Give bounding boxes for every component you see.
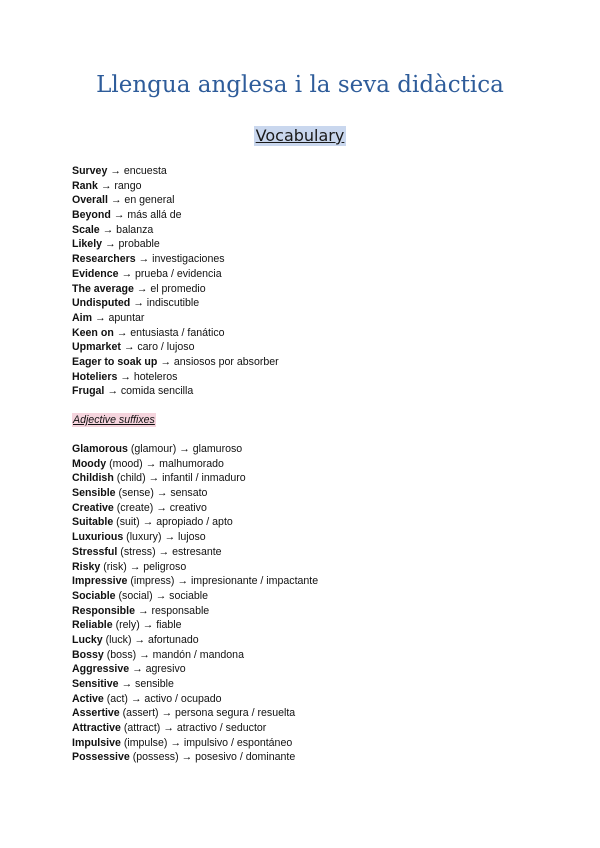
entry-root: (luck) <box>105 633 132 646</box>
vocabulary-list <box>72 164 542 399</box>
entry-translation: investigaciones <box>152 253 225 266</box>
arrow-icon: → <box>142 457 160 470</box>
vocab-entry <box>72 311 542 326</box>
vocab-entry <box>72 340 542 355</box>
entry-translation: infantil / inmaduro <box>162 472 246 485</box>
arrow-icon: → <box>152 589 170 602</box>
entry-translation: más allá de <box>127 209 182 222</box>
arrow-icon: → <box>135 253 153 266</box>
vocab-entry <box>72 164 542 179</box>
entry-term: Overall <box>72 194 108 207</box>
entry-translation: creativo <box>169 501 207 514</box>
entry-term: The average <box>72 282 134 295</box>
entry-term: Childish <box>72 472 114 485</box>
entry-term: Rank <box>72 179 98 192</box>
entry-term: Moody <box>72 457 107 470</box>
entry-translation: fiable <box>156 619 182 632</box>
arrow-icon: → <box>155 545 173 558</box>
section-title-vocabulary: Vocabulary <box>255 126 345 145</box>
vocab-entry <box>72 706 542 721</box>
entry-translation: balanza <box>116 223 154 236</box>
entry-root: (assert) <box>122 707 159 720</box>
entry-term: Impressive <box>72 575 128 588</box>
vocab-entry <box>72 370 542 385</box>
entry-term: Frugal <box>72 385 105 398</box>
arrow-icon: → <box>117 370 134 383</box>
vocab-entry <box>72 208 542 223</box>
entry-translation: apropiado / apto <box>156 516 233 529</box>
entry-root: (suit) <box>116 516 140 529</box>
entry-term: Bossy <box>72 648 104 661</box>
entry-translation: impresionante / impactante <box>190 575 319 588</box>
entry-term: Responsible <box>72 604 135 617</box>
arrow-icon: → <box>118 267 136 280</box>
vocab-entry <box>72 530 542 545</box>
entry-term: Assertive <box>72 707 120 720</box>
vocab-entry <box>72 282 542 297</box>
vocab-entry <box>72 662 542 677</box>
entry-translation: malhumorado <box>159 457 224 470</box>
entry-root: (sense) <box>118 487 154 500</box>
entry-term: Impulsive <box>72 736 121 749</box>
entry-root: (mood) <box>109 457 143 470</box>
entry-root: (risk) <box>103 560 127 573</box>
entry-root: (act) <box>106 692 128 705</box>
arrow-icon: → <box>129 663 146 676</box>
entry-translation: entusiasta / fanático <box>130 326 225 339</box>
entry-translation: lujoso <box>177 531 206 544</box>
entry-translation: peligroso <box>143 560 187 573</box>
entry-translation: ansiosos por absorber <box>173 355 279 368</box>
entry-translation: sensible <box>135 678 174 690</box>
arrow-icon: → <box>153 501 170 514</box>
arrow-icon: → <box>161 531 178 544</box>
entry-translation: estresante <box>172 545 222 558</box>
entry-root: (impulse) <box>123 736 168 749</box>
entry-translation: persona segura / resuelta <box>175 707 296 720</box>
vocab-entry <box>72 677 542 692</box>
vocab-entry <box>72 193 542 208</box>
vocab-entry <box>72 471 542 486</box>
subtitle-container <box>0 126 600 146</box>
entry-term: Attractive <box>72 722 121 735</box>
entry-term: Likely <box>72 238 103 251</box>
arrow-icon: → <box>174 575 191 588</box>
adjective-suffix-list <box>72 442 542 765</box>
entry-translation: en general <box>124 194 175 207</box>
vocab-entry <box>72 604 542 619</box>
arrow-icon: → <box>167 736 184 749</box>
arrow-icon: → <box>139 516 157 529</box>
entry-root: (create) <box>116 501 154 514</box>
vocab-entry <box>72 355 542 370</box>
entry-root: (child) <box>116 472 146 485</box>
arrow-icon: → <box>92 311 109 324</box>
entry-term: Luxurious <box>72 531 124 544</box>
vocab-entry <box>72 179 542 194</box>
vocab-entry <box>72 545 542 560</box>
entry-translation: posesivo / dominante <box>195 751 296 764</box>
entry-translation: hoteleros <box>133 370 178 383</box>
entry-translation: mandón / mandona <box>152 648 244 661</box>
arrow-icon: → <box>104 385 121 398</box>
vocab-entry <box>72 252 542 267</box>
vocab-entry <box>72 721 542 736</box>
vocab-entry <box>72 442 542 457</box>
entry-term: Possessive <box>72 751 130 764</box>
vocab-entry <box>72 560 542 575</box>
entry-translation: rango <box>114 179 142 192</box>
entry-term: Glamorous <box>72 443 128 455</box>
vocab-entry <box>72 692 542 707</box>
arrow-icon: → <box>178 751 196 764</box>
arrow-icon: → <box>127 692 145 705</box>
entry-term: Aim <box>72 311 93 324</box>
entry-term: Undisputed <box>72 297 131 310</box>
entry-translation: prueba / evidencia <box>135 267 222 280</box>
entry-term: Evidence <box>72 267 119 280</box>
entry-term: Sensible <box>72 487 116 500</box>
entry-translation: caro / lujoso <box>137 341 195 354</box>
arrow-icon: → <box>145 472 163 485</box>
vocab-entry <box>72 589 542 604</box>
entry-term: Upmarket <box>72 341 121 354</box>
arrow-icon: → <box>126 560 144 573</box>
entry-term: Eager to soak up <box>72 355 158 368</box>
arrow-icon: → <box>176 443 193 455</box>
arrow-icon: → <box>153 487 171 500</box>
vocab-entry <box>72 501 542 516</box>
entry-term: Scale <box>72 223 100 236</box>
arrow-icon: → <box>133 282 151 295</box>
arrow-icon: → <box>102 238 119 251</box>
arrow-icon: → <box>107 194 125 207</box>
entry-translation: encuesta <box>123 165 167 177</box>
entry-term: Active <box>72 692 104 705</box>
vocab-entry <box>72 515 542 530</box>
entry-term: Creative <box>72 501 114 514</box>
entry-root: (attract) <box>123 722 161 735</box>
arrow-icon: → <box>118 678 136 690</box>
arrow-icon: → <box>157 355 174 368</box>
arrow-icon: → <box>136 648 153 661</box>
vocab-entry <box>72 384 542 399</box>
arrow-icon: → <box>131 633 148 646</box>
arrow-icon: → <box>113 326 131 339</box>
entry-root: (impress) <box>130 575 175 588</box>
entry-translation: sociable <box>169 589 209 602</box>
entry-root: (rely) <box>115 619 140 632</box>
entry-translation: indiscutible <box>146 297 200 310</box>
entry-translation: apuntar <box>108 311 145 324</box>
vocab-entry <box>72 750 542 765</box>
entry-term: Reliable <box>72 619 113 632</box>
entry-term: Sociable <box>72 589 116 602</box>
section-heading-adjective-suffixes: Adjective suffixes <box>73 414 155 426</box>
arrow-icon: → <box>139 619 157 632</box>
entry-translation: comida sencilla <box>120 385 194 398</box>
entry-term: Aggressive <box>72 663 130 676</box>
arrow-icon: → <box>158 707 176 720</box>
vocab-entry <box>72 736 542 751</box>
entry-term: Lucky <box>72 633 103 646</box>
entry-term: Suitable <box>72 516 114 529</box>
arrow-icon: → <box>110 209 128 222</box>
vocab-entry <box>72 633 542 648</box>
vocab-entry <box>72 326 542 341</box>
entry-translation: atractivo / seductor <box>176 722 267 735</box>
entry-term: Researchers <box>72 253 136 266</box>
arrow-icon: → <box>120 341 138 354</box>
entry-translation: agresivo <box>145 663 186 676</box>
entry-term: Sensitive <box>72 678 119 690</box>
entry-root: (social) <box>118 589 153 602</box>
entry-root: (boss) <box>106 648 137 661</box>
entry-term: Survey <box>72 165 108 177</box>
arrow-icon: → <box>130 297 147 310</box>
entry-term: Risky <box>72 560 101 573</box>
vocab-entry <box>72 574 542 589</box>
entry-translation: el promedio <box>150 282 206 295</box>
entry-term: Keen on <box>72 326 114 339</box>
arrow-icon: → <box>160 722 177 735</box>
arrow-icon: → <box>135 604 152 617</box>
vocab-entry <box>72 296 542 311</box>
entry-translation: probable <box>118 238 160 251</box>
entry-term: Beyond <box>72 209 111 222</box>
entry-translation: responsable <box>151 604 210 617</box>
vocab-entry <box>72 457 542 472</box>
vocab-entry <box>72 237 542 252</box>
entry-translation: activo / ocupado <box>144 692 222 705</box>
vocab-entry <box>72 648 542 663</box>
entry-translation: impulsivo / espontáneo <box>183 736 293 749</box>
arrow-icon: → <box>107 165 124 177</box>
entry-root: (luxury) <box>126 531 162 544</box>
entry-root: (stress) <box>120 545 156 558</box>
entry-term: Hoteliers <box>72 370 118 383</box>
document-title: Llengua anglesa i la seva didàctica <box>96 72 504 98</box>
vocab-entry <box>72 618 542 633</box>
vocab-entry <box>72 486 542 501</box>
vocab-entry <box>72 267 542 282</box>
entry-translation: glamuroso <box>192 443 243 455</box>
entry-term: Stressful <box>72 545 118 558</box>
entry-root: (possess) <box>132 751 179 764</box>
entry-translation: afortunado <box>147 633 199 646</box>
entry-root: (glamour) <box>130 443 177 455</box>
arrow-icon: → <box>99 223 117 236</box>
vocab-entry <box>72 223 542 238</box>
arrow-icon: → <box>97 179 115 192</box>
entry-translation: sensato <box>170 487 208 500</box>
